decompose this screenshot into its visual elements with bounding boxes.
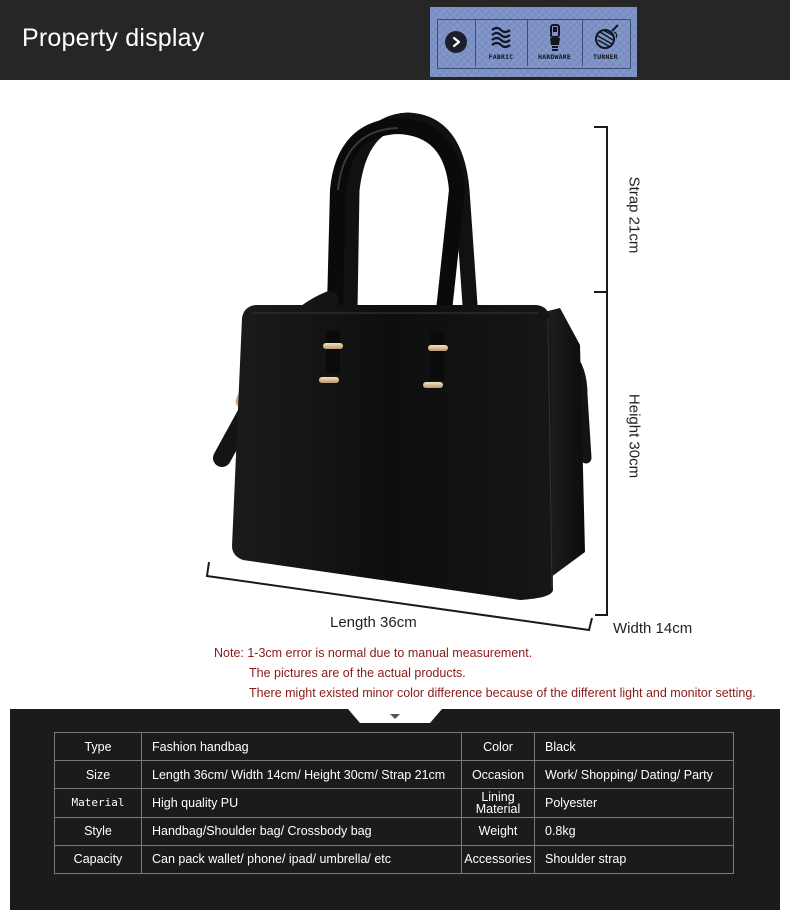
note-color-difference: There might existed minor color difference because of the different light and monitor setting. [249, 686, 756, 700]
spec-value-accessories: Shoulder strap [535, 845, 734, 873]
spec-value-material: High quality PU [142, 789, 462, 817]
handbag-illustration [0, 80, 790, 640]
table-row [55, 817, 734, 845]
play-arrow-icon [445, 31, 467, 53]
spec-key-occasion: Occasion [462, 761, 535, 789]
bag-front-panel [232, 305, 553, 600]
badge-hardware [527, 20, 583, 66]
page-title: Property display [22, 24, 205, 52]
spec-value-lining-material: Polyester [535, 789, 734, 817]
metal-ring-2 [319, 377, 339, 383]
spec-value-weight: 0.8kg [535, 817, 734, 845]
spec-key-style: Style [55, 817, 142, 845]
spec-key-capacity: Capacity [55, 845, 142, 873]
panel-notch [348, 709, 442, 723]
strap-dimension-label: Strap 21cm [625, 176, 643, 254]
height-dimension-label: Height 30cm [625, 393, 643, 479]
note-measurement: Note: 1-3cm error is normal due to manual measurement. [214, 646, 533, 660]
badge-label-fabric: FABRIC [488, 53, 514, 61]
thread-spool-icon [592, 24, 620, 52]
badge-fabric [475, 20, 528, 66]
spec-value-style: Handbag/Shoulder bag/ Crossbody bag [142, 817, 462, 845]
spec-key-accessories: Accessories [462, 845, 535, 873]
spec-key-type: Type [55, 733, 142, 761]
table-row [55, 733, 734, 761]
header-bar [0, 0, 790, 80]
width-dimension-label: Width 14cm [613, 620, 693, 637]
spec-table [54, 732, 734, 874]
table-row [55, 845, 734, 873]
badge-arrow [437, 20, 476, 66]
note-actual-products: The pictures are of the actual products. [249, 666, 466, 680]
spec-value-color: Black [535, 733, 734, 761]
badge-label-turner: TURNER [593, 53, 618, 61]
length-dimension-label: Length 36cm [330, 614, 417, 631]
spec-key-size: Size [55, 761, 142, 789]
table-row [55, 789, 734, 817]
zipper-icon [542, 24, 568, 52]
metal-ring-3 [428, 345, 448, 351]
badge-turner [582, 20, 629, 66]
spec-key-material: Material [55, 789, 142, 817]
spec-value-type: Fashion handbag [142, 733, 462, 761]
metal-ring-1 [323, 343, 343, 349]
spec-value-capacity: Can pack wallet/ phone/ ipad/ umbrella/ etc [142, 845, 462, 873]
metal-ring-4 [423, 382, 443, 388]
badge-label-hardware: HARDWARE [538, 53, 571, 61]
spec-key-weight: Weight [462, 817, 535, 845]
table-row [55, 761, 734, 789]
spec-value-size: Length 36cm/ Width 14cm/ Height 30cm/ Strap 21cm [142, 761, 462, 789]
spec-key-color: Color [462, 733, 535, 761]
spec-value-occasion: Work/ Shopping/ Dating/ Party [535, 761, 734, 789]
fabric-icon [488, 24, 514, 50]
spec-key-lining-material: Lining Material [462, 789, 535, 817]
